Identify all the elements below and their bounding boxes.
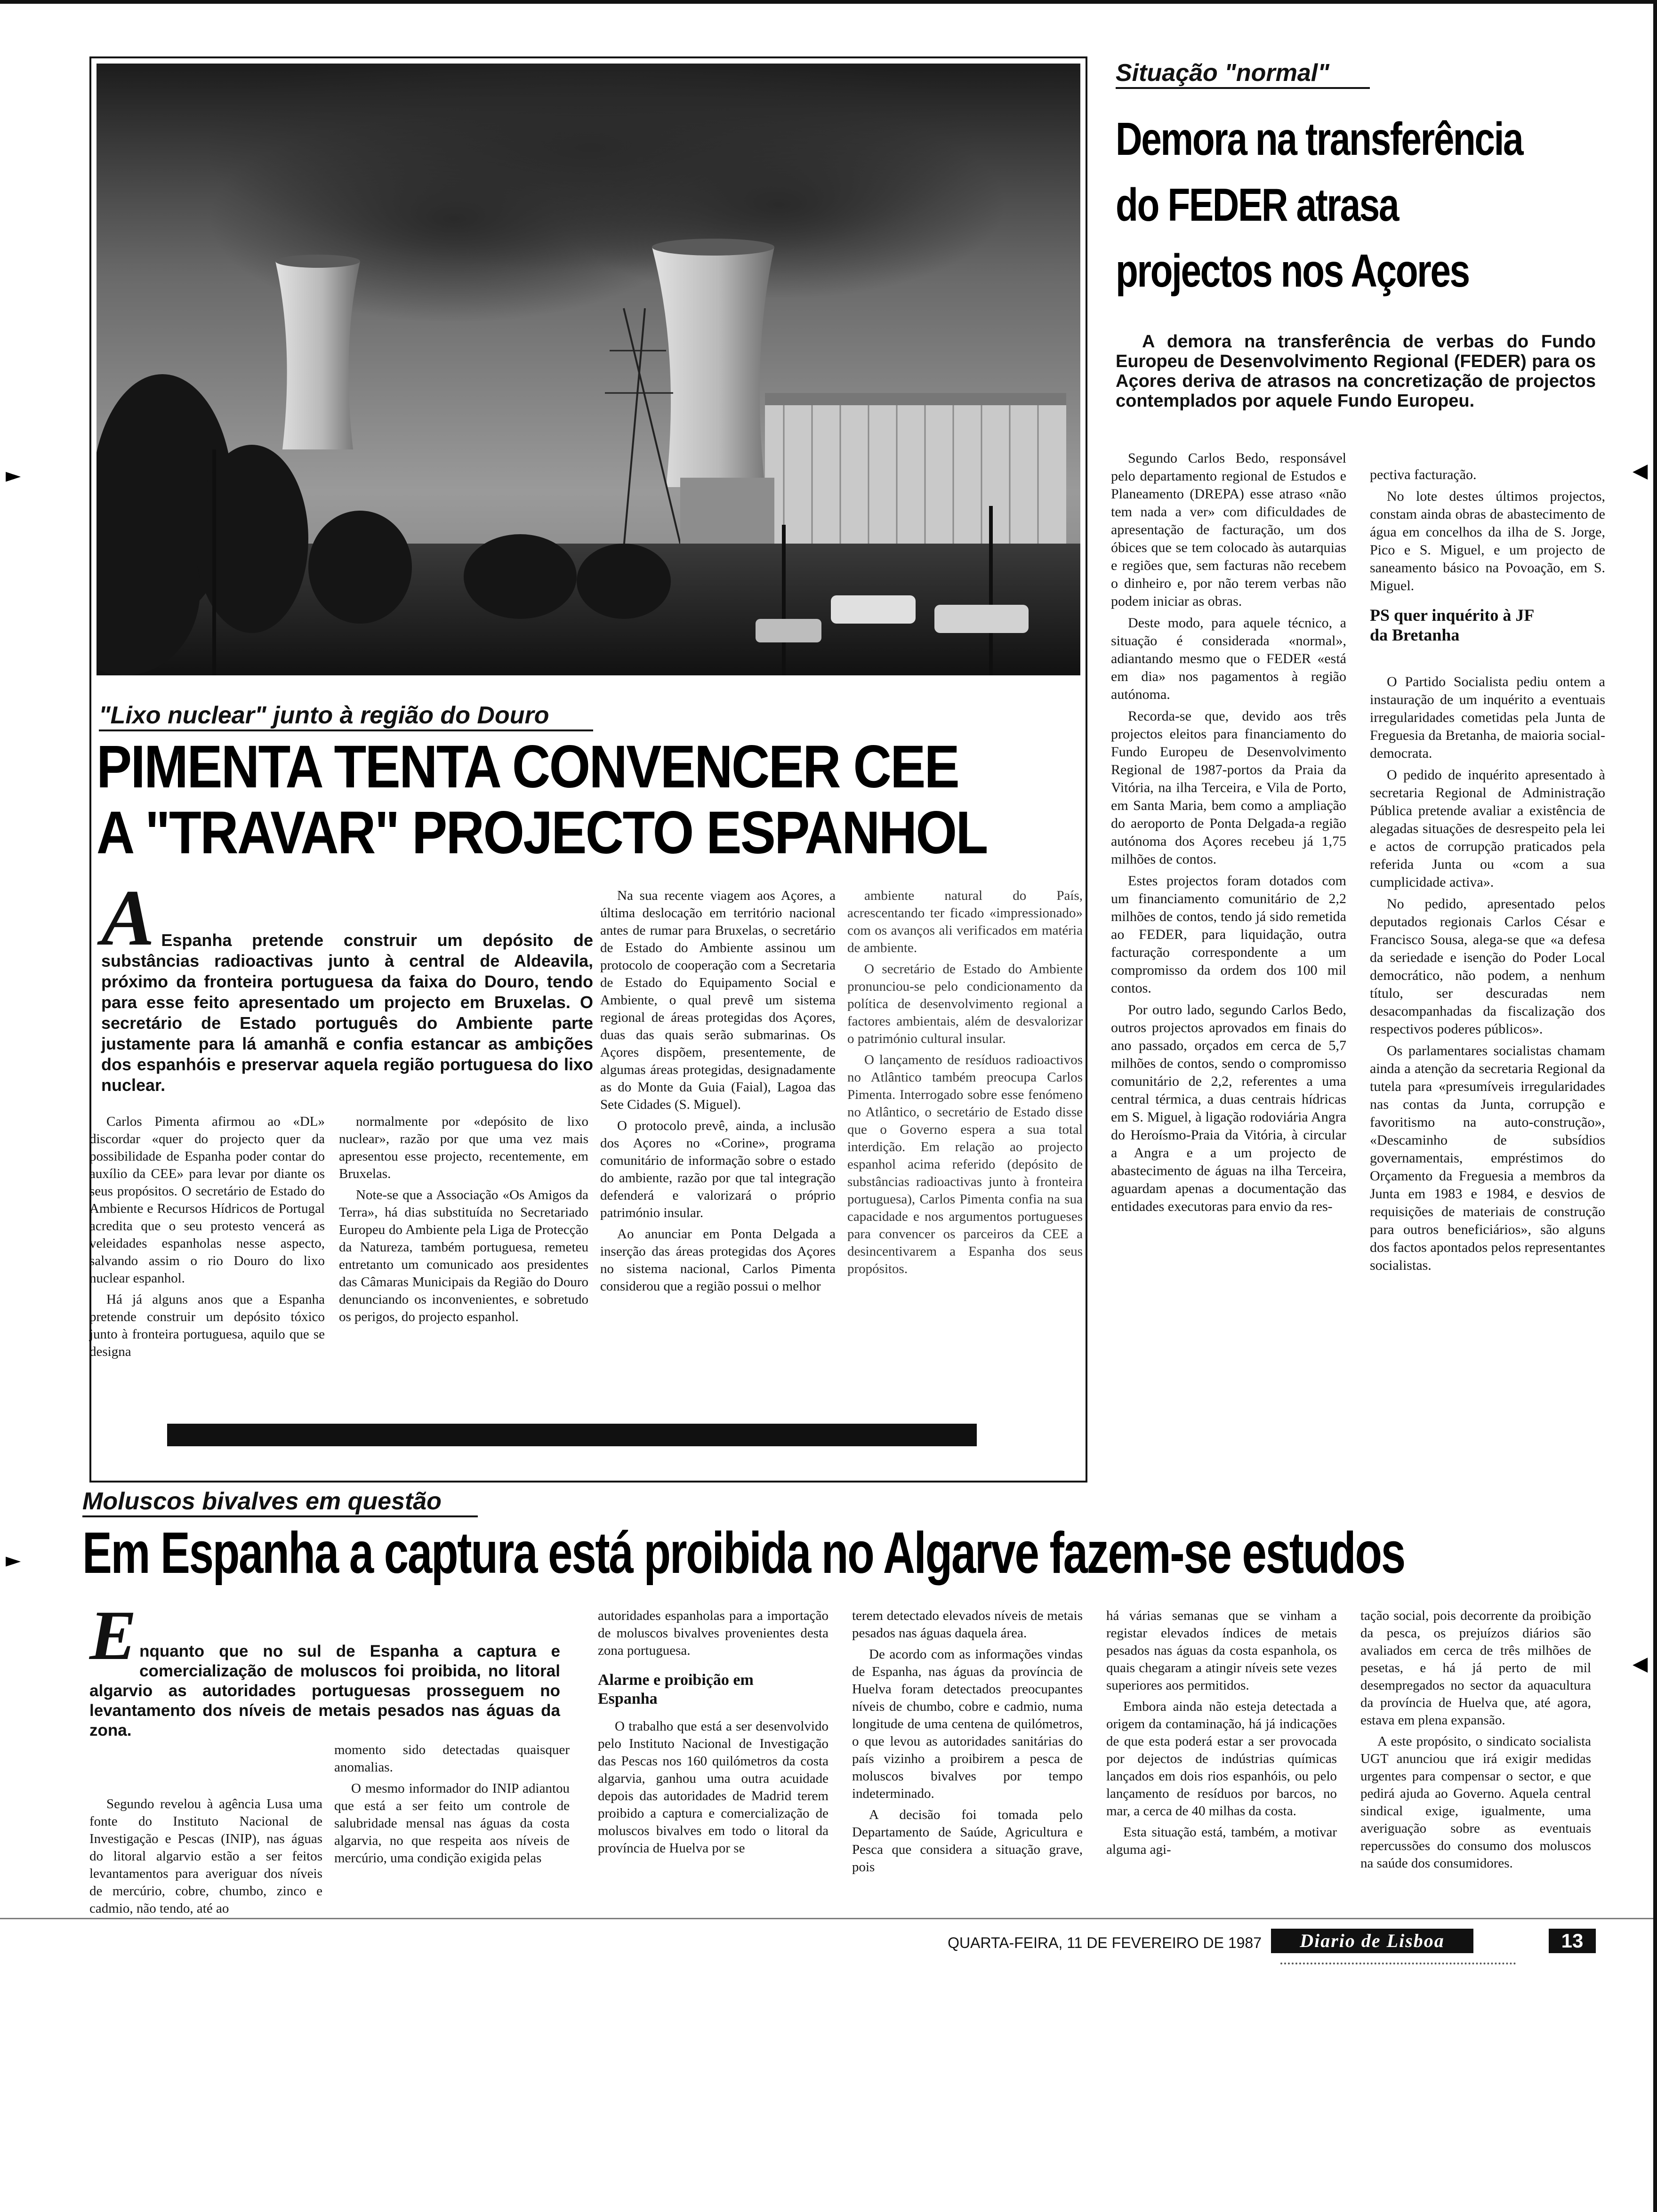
nuclear-kicker: "Lixo nuclear" junto à região do Douro [99, 701, 593, 731]
paragraph: A decisão foi tomada pelo Departamento de Saúde, Agricultura e Pesca que considera a situação grave, pois [852, 1807, 1083, 1875]
paragraph: autoridades espanholas para a importação de moluscos bivalves provenientes desta zona portuguesa. [598, 1608, 828, 1658]
feder-headline-line1: Demora na transferência [1116, 113, 1523, 165]
paragraph: O pedido de inquérito apresentado à secretaria Regional de Administração Pública pretende avaliar a existência de alegadas situações de desrespeito pela lei e actos de corrupção praticados pela referida Junta ou «com a sua cumplicidade activa». [1370, 767, 1605, 890]
bivalve-col5 [1106, 1607, 1337, 1862]
paragraph: O lançamento de resíduos radioactivos no Atlântico também preocupa Carlos Pimenta. Interrogado sobre esse fenómeno no Atlântico, o secretário de Estado disse que o Governo espera a sua total interdição. Em relação ao projecto espanhol acima referido (depósito de substâncias radioactivas junto à fronteira portuguesa), Carlos Pimenta confia na sua capacidade e nos argumentos portugueses para convencer os parceiros da CEE a desincentivarem a Espanha dos seus propósitos. [847, 1052, 1083, 1276]
paragraph: Embora ainda não esteja detectada a origem da contaminação, há já indicações de que esta poderá estar a ser provocada por dejectos de indústrias químicas lançados em dois rios espanhóis, ou pelo lançamento de resíduos por barcos, no mar, a cerca de 40 milhas da costa. [1106, 1699, 1337, 1819]
right-edge-mark: ◀ [1633, 459, 1648, 482]
footer-date: QUARTA-FEIRA, 11 DE FEVEREIRO DE 1987 [948, 1934, 1262, 1951]
paragraph: O protocolo prevê, ainda, a inclusão dos Açores no «Corine», programa comunitário de informação sobre o estado do ambiente, razão por que tal integração defenderá e valorizará o próprio património insular. [600, 1118, 836, 1220]
paragraph: há várias semanas que se vinham a registar elevados índices de metais pesados nas águas da costa espanhola, os quais chegaram a atingir níveis sete vezes superiores aos permitidos. [1106, 1608, 1337, 1693]
feder-col1 [1111, 449, 1346, 1219]
paragraph: momento sido detectadas quaisquer anomalias. [334, 1742, 570, 1775]
page-number: 13 [1561, 1930, 1584, 1952]
paragraph: pectiva facturação. [1370, 467, 1477, 482]
black-bar-divider [167, 1424, 977, 1446]
paragraph: A este propósito, o sindicato socialista UGT anunciou que irá exigir medidas urgentes para compensar o sector, e que pedirá ajuda ao Governo. Aquela central sindical exige, igualmente, uma averiguação sobre as eventuais repercussões do consumo dos moluscos na saúde dos consumidores. [1360, 1734, 1591, 1871]
nuclear-headline-line1: PIMENTA TENTA CONVENCER CEE [97, 733, 959, 801]
paragraph: Estes projectos foram dotados com um financiamento comunitário de 2,2 milhões de contos, tendo já sido remetida ao FEDER, para liquidação, outra facturação correspondente a um compromisso da ordem dos 100 mil contos. [1111, 873, 1346, 996]
bivalve-lead-block [89, 1596, 560, 1740]
nuclear-col2 [339, 1113, 588, 1330]
power-plant-photo [97, 64, 1080, 675]
paragraph: Segundo revelou à agência Lusa uma fonte do Instituto Nacional de Investigação e Pescas (INIP), nas águas do litoral algarvio estão a ser feitos levantamentos para averiguar dos níveis de mercúrio, cobre, chumbo, zinco e cadmio, não tendo, até ao [89, 1796, 322, 1916]
paragraph: Recorda-se que, devido aos três projectos eleitos para financiamento do Fundo Europeu de Desenvolvimento Regional de 1987-portos da Praia da Vitória, na ilha Terceira, e Vila de Porto, em Santa Maria, bem como a ampliação do aeroporto de Ponta Delgada-a região autónoma dos Açores recebeu já 1,75 milhões de contos. [1111, 708, 1346, 867]
paragraph: O secretário de Estado do Ambiente pronunciou-se pelo condicionamento da política de desenvolvimento regional a factores ambientais, além de desvalorizar o património cultural insular. [847, 962, 1083, 1046]
feder-col2 [1370, 466, 1605, 1278]
paragraph: No lote destes últimos projectos, constam ainda obras de abastecimento de água em concelhos da ilha de S. Jorge, Pico e S. Miguel, e um projecto de saneamento básico na Povoação, em S. Miguel. [1370, 489, 1605, 593]
nuclear-dropcap: A [101, 874, 155, 962]
paragraph: Há já alguns anos que a Espanha pretende construir um depósito tóxico junto à fronteira portuguesa, aquilo que se designa [89, 1292, 325, 1359]
bivalve-col4 [852, 1607, 1083, 1880]
bivalve-lead: nquanto que no sul de Espanha a captura e comercialização de moluscos foi proibida, no litoral algarvio as autoridades portuguesas prosseguem no levantamento dos níveis de metais pesados nas águas da zona. [89, 1642, 560, 1739]
bivalve-kicker: Moluscos bivalves em questão [82, 1487, 478, 1517]
cooling-towers-image [97, 64, 1080, 675]
feder-kicker: Situação "normal" [1116, 59, 1370, 89]
ps-subheading: PS quer inquérito à JF da Bretanha [1370, 606, 1534, 644]
feder-headline-line3: projectos nos Açores [1116, 245, 1469, 297]
paragraph: Os parlamentares socialistas chamam ainda a atenção da secretaria Regional da tutela para «presumíveis irregularidades nas contas da Junta, corrupção e favoritismo na auto-construção», «Descaminho de subsídios governamentais, empréstimos do Orçamento da Freguesia a membros da Junta em 1983 e 1984, e desvios de requisições de materiais de construção para outros beneficiários», são alguns dos factos apontados pelos representantes socialistas. [1370, 1043, 1605, 1273]
bivalve-headline: Em Espanha a captura está proibida no Algarve fazem-se estudos [82, 1521, 1405, 1586]
paragraph: Deste modo, para aquele técnico, a situação é considerada «normal», adiantando mesmo que o FEDER «está em dia» nos pagamentos à região autónoma. [1111, 615, 1346, 702]
paragraph: No pedido, apresentado pelos deputados regionais Carlos César e Francisco Sousa, alega-se que «a defesa da seriedade e isenção do Poder Local democrático, não podem, a nenhum título, ser descuradas nem desacompanhadas da fiscalização dos respectivos poderes públicos». [1370, 896, 1605, 1037]
paragraph: De acordo com as informações vindas de Espanha, nas águas da província de Huelva foram detectados preocupantes níveis de chumbo, cobre e cadmio, numa longitude de uma centena de quilómetros, o que levou as autoridades sanitárias do país vizinho a proibirem a pesca de moluscos bivalves por tempo indeterminado. [852, 1647, 1083, 1801]
right-border [1653, 0, 1657, 2212]
paragraph: Ao anunciar em Ponta Delgada a inserção das áreas protegidas dos Açores no sistema nacional, Carlos Pimenta considerou que a região possui o melhor [600, 1226, 836, 1294]
bivalve-dropcap: E [89, 1596, 137, 1675]
left-edge-mark-2: ► [6, 1548, 21, 1571]
paragraph: O mesmo informador do INIP adiantou que está a ser feito um controle de salubridade mensal nas águas da costa algarvia, no que respeita aos níveis de mercúrio, uma condição exigida pelas [334, 1781, 570, 1866]
nuclear-col3 [600, 887, 836, 1299]
paragraph: tação social, pois decorrente da proibição da pesca, os prejuízos diários são avaliados em cerca de três milhões de pesetas, e há já perto de mil desempregados no sector da aquacultura da província de Huelva que, até agora, estava em plena expansão. [1360, 1608, 1591, 1728]
nuclear-headline-line2: A "TRAVAR" PROJECTO ESPANHOL [97, 799, 987, 866]
nuclear-col4 [847, 887, 1083, 1282]
page-number-box [1549, 1929, 1596, 1953]
paragraph: ambiente natural do País, acrescentando ter ficado «impressionado» com os avanços ali verificados em matéria de ambiente. [847, 888, 1083, 955]
paragraph: Note-se que a Associação «Os Amigos da Terra», há dias substituída no Secretariado Europeu do Ambiente pela Liga de Protecção da Natureza, também portuguesa, remeteu entretanto um comunicado aos presidentes das Câmaras Municipais da Região do Douro denunciando os inconvenientes, e sobretudo os perigos, do projecto espanhol. [339, 1187, 588, 1324]
paragraph: normalmente por «depósito de lixo nuclear», razão por que uma vez mais apresentou esse projecto, recentemente, em Bruxelas. [339, 1114, 588, 1181]
paragraph: O Partido Socialista pediu ontem a instauração de um inquérito a eventuais irregularidades cometidas pela Junta de Freguesia da Bretanha, de maioria social-democrata. [1370, 674, 1605, 761]
top-border [0, 0, 1657, 4]
bivalve-col6 [1360, 1607, 1591, 1876]
bivalve-col1 [89, 1795, 322, 1921]
left-edge-mark: ► [6, 464, 21, 487]
nuclear-lead: Espanha pretende construir um depósito de substâncias radioactivas junto à central de Aldeavila, próximo da fronteira portuguesa da faixa do Douro, tendo para esse feito apresentado um projecto em Bruxelas. O secretário de Estado português do Ambiente parte justamente para lá amanhã e confia estancar as ambições dos espanhóis e preservar aquela região portuguesa do lixo nuclear. [101, 930, 593, 1095]
masthead-text: Diario de Lisboa [1300, 1930, 1445, 1951]
feder-headline-line2: do FEDER atrasa [1116, 179, 1399, 231]
paragraph: Carlos Pimenta afirmou ao «DL» discordar «quer do projecto quer da possibilidade de Espanha poder contar do auxílio da CEE» para levar por diante os seus propósitos. O secretário de Estado do Ambiente e Recursos Hídricos de Portugal acredita que o seu protesto vencerá as veleidades espanholas nesse aspecto, salvando assim o rio Douro do lixo nuclear espanhol. [89, 1114, 325, 1286]
paragraph: Segundo Carlos Bedo, responsável pelo departamento regional de Estudos e Planeamento (DREPA) esse atraso «não tem nada a ver» com dificuldades de apresentação de facturação, um dos óbices que se tem colocado às autarquias e regiões que, sem facturas não recebem o dinheiro e, por não terem verbas não podem iniciar as obras. [1111, 450, 1346, 609]
feder-lead: A demora na transferência de verbas do Fundo Europeu de Desenvolvimento Regional (FEDER) para os Açores deriva de atrasos na concretização de projectos contemplados por aquele Fundo Europeu. [1116, 332, 1596, 411]
bivalve-col2 [334, 1741, 570, 1871]
masthead-logo [1271, 1929, 1473, 1953]
nuclear-lead-block [101, 874, 593, 1096]
paragraph: O trabalho que está a ser desenvolvido pelo Instituto Nacional de Investigação das Pescas nos 160 quilómetros da costa algarvia, ganhou uma outra acuidade depois das autoridades de Madrid terem proibido a captura e comercialização de moluscos bivalves em todo o litoral da província de Huelva por se [598, 1719, 828, 1856]
paragraph: Na sua recente viagem aos Açores, a última deslocação em território nacional antes de rumar para Bruxelas, o secretário de Estado do Ambiente assinou um protocolo de cooperação com a Secretaria de Estado do Equipamento Social e Ambiente, o qual prevê um sistema regional de áreas protegidas dos Açores, duas das quais serão submarinas. Os Açores dispõem, presentemente, de algumas áreas protegidas, designadamente as do Monte da Guia (Faial), Lagoa das Sete Cidades (S. Miguel). [600, 888, 836, 1112]
paragraph: Esta situação está, também, a motivar alguma agi- [1106, 1825, 1337, 1857]
bivalve-subheading: Alarme e proibição em Espanha [598, 1671, 754, 1707]
scan-dots [1280, 1963, 1516, 1968]
nuclear-col1 [89, 1113, 325, 1364]
paragraph: terem detectado elevados níveis de metais pesados nas águas daquela área. [852, 1608, 1083, 1641]
right-edge-mark-2: ◀ [1633, 1652, 1648, 1675]
paragraph: Por outro lado, segundo Carlos Bedo, outros projectos aprovados em finais do ano passado, orçados em cerca de 5,7 milhões de contos, sendo o compromisso comunitário de 2,2, referentes a uma central térmica, a duas centrais hídricas em S. Miguel, à ligação rodoviária Angra do Heroísmo-Praia da Vitória, à circular a Angra e a um projecto de abastecimento de águas na ilha Terceira, aguardam apenas a documentação das entidades executoras para envio da res- [1111, 1002, 1346, 1214]
bivalve-col3 [598, 1607, 828, 1861]
